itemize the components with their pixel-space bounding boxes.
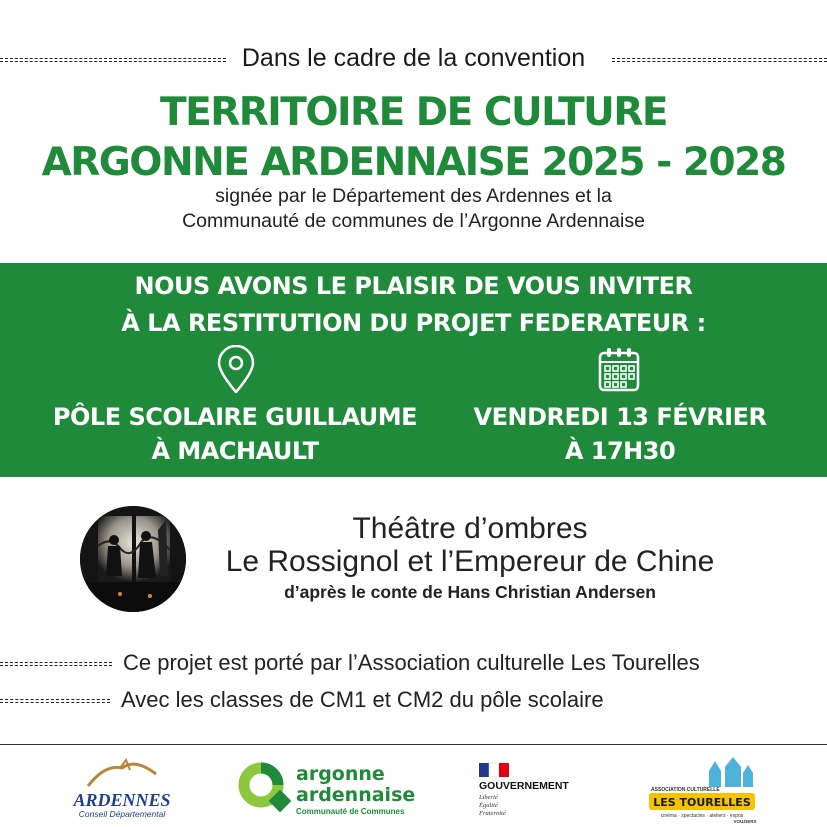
tourelles-town: VOUZIERS <box>733 819 757 823</box>
tourelles-top: ASSOCIATION CULTURELLE <box>651 787 720 793</box>
footer-dashes-2 <box>0 699 110 700</box>
invitation-line-2: À LA RESTITUTION DU PROJET FEDERATEUR : <box>121 309 706 337</box>
ardennes-sub: Conseil Départemental <box>78 809 166 819</box>
date-line-2: À 17H30 <box>564 437 676 465</box>
logo-separator <box>0 744 827 745</box>
location-line-2: À MACHAULT <box>151 437 319 465</box>
invitation-line-1: NOUS AVONS LE PLAISIR DE VOUS INVITER <box>134 272 693 300</box>
signed-line-1: signée par le Département des Ardennes et la <box>215 185 612 207</box>
invitation-band <box>0 263 827 477</box>
show-credit: d’après le conte de Hans Christian Andersen <box>284 582 656 602</box>
intro-text: Dans le cadre de la convention <box>241 44 586 72</box>
gov-motto-2: Égalité <box>479 802 498 809</box>
gouvernement-logo <box>477 760 582 820</box>
gov-name: GOUVERNEMENT <box>479 780 569 792</box>
ardennes-name: ARDENNES <box>73 790 171 810</box>
shadow-theatre-photo <box>80 506 186 612</box>
ardennes-logo <box>60 754 185 820</box>
argonne-line-2: ardennaise <box>296 784 416 806</box>
title-line-1: TERRITOIRE DE CULTURE <box>159 90 668 135</box>
gov-motto-1: Liberté <box>479 794 498 801</box>
show-title: Le Rossignol et l’Empereur de Chine <box>225 545 715 578</box>
signed-line-2: Communauté de communes de l’Argonne Ardennaise <box>182 210 645 232</box>
gov-motto-3: Fraternité <box>479 810 506 817</box>
event-location <box>30 400 440 468</box>
location-pin-icon <box>213 345 259 395</box>
location-line-1: PÔLE SCOLAIRE GUILLAUME <box>52 403 418 431</box>
event-date <box>440 400 800 468</box>
footer-line-1: Ce projet est porté par l’Association culturelle Les Tourelles <box>123 650 700 675</box>
show-genre: Théâtre d’ombres <box>352 512 588 545</box>
argonne-ardennaise-logo <box>232 757 422 823</box>
footer-line-2: Avec les classes de CM1 et CM2 du pôle scolaire <box>121 687 604 712</box>
les-tourelles-logo <box>645 757 760 823</box>
calendar-icon <box>596 345 642 393</box>
date-line-1: VENDREDI 13 FÉVRIER <box>473 403 767 431</box>
title-line-2: ARGONNE ARDENNAISE 2025 - 2028 <box>41 140 786 185</box>
argonne-line-1: argonne <box>296 763 385 785</box>
tourelles-name: LES TOURELLES <box>653 796 751 809</box>
tourelles-sub: cinéma · spectacles · ateliers · expos <box>660 813 744 819</box>
footer-dashes-1 <box>0 662 112 663</box>
argonne-sub: Communauté de Communes <box>296 807 405 816</box>
